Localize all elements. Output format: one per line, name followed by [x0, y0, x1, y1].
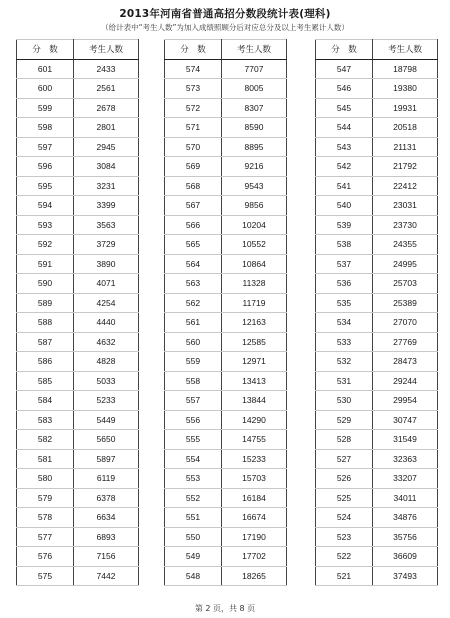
table-row	[316, 430, 438, 450]
score-cell: 536	[316, 274, 373, 294]
score-cell: 560	[165, 332, 222, 352]
count-cell: 2561	[74, 79, 139, 99]
table-row	[165, 274, 287, 294]
score-cell: 569	[165, 157, 222, 177]
table-row	[316, 98, 438, 118]
table-row	[17, 410, 139, 430]
score-cell: 588	[17, 313, 74, 333]
score-cell: 530	[316, 391, 373, 411]
table-row	[165, 79, 287, 99]
count-cell: 4632	[74, 332, 139, 352]
score-cell: 550	[165, 527, 222, 547]
score-cell: 597	[17, 137, 74, 157]
table-row	[17, 215, 139, 235]
count-cell: 22412	[373, 176, 438, 196]
table-row	[316, 79, 438, 99]
count-cell: 24995	[373, 254, 438, 274]
count-cell: 34876	[373, 508, 438, 528]
table-row	[17, 430, 139, 450]
table-row	[165, 469, 287, 489]
score-cell: 556	[165, 410, 222, 430]
table-row	[316, 391, 438, 411]
count-cell: 3399	[74, 196, 139, 216]
table-note: （给计表中“考生人数”为加入成绩照顾分后对应总分及以上考生累计人数）	[101, 23, 349, 32]
score-cell: 594	[17, 196, 74, 216]
count-cell: 3231	[74, 176, 139, 196]
count-cell: 9543	[222, 176, 287, 196]
score-cell: 584	[17, 391, 74, 411]
score-cell: 593	[17, 215, 74, 235]
score-cell: 599	[17, 98, 74, 118]
score-cell: 543	[316, 137, 373, 157]
score-cell: 553	[165, 469, 222, 489]
count-cell: 16184	[222, 488, 287, 508]
count-cell: 25703	[373, 274, 438, 294]
table-row	[17, 332, 139, 352]
count-cell: 8590	[222, 118, 287, 138]
table-row	[165, 430, 287, 450]
count-cell: 15703	[222, 469, 287, 489]
count-header: 考生人数	[373, 40, 438, 60]
count-cell: 29244	[373, 371, 438, 391]
table-row	[17, 59, 139, 79]
table-row	[316, 274, 438, 294]
table-row	[316, 566, 438, 586]
table-row	[316, 313, 438, 333]
count-cell: 4828	[74, 352, 139, 372]
score-cell: 568	[165, 176, 222, 196]
table-row	[165, 352, 287, 372]
table-row	[17, 449, 139, 469]
table-row	[316, 547, 438, 567]
score-cell: 587	[17, 332, 74, 352]
count-cell: 21131	[373, 137, 438, 157]
table-row	[17, 488, 139, 508]
count-cell: 30747	[373, 410, 438, 430]
score-cell: 540	[316, 196, 373, 216]
count-cell: 5897	[74, 449, 139, 469]
count-cell: 3563	[74, 215, 139, 235]
score-cell: 533	[316, 332, 373, 352]
table-row	[17, 391, 139, 411]
count-cell: 35756	[373, 527, 438, 547]
table-row	[165, 137, 287, 157]
count-cell: 5033	[74, 371, 139, 391]
table-row	[316, 59, 438, 79]
score-cell: 580	[17, 469, 74, 489]
score-cell: 565	[165, 235, 222, 255]
count-cell: 12585	[222, 332, 287, 352]
table-row	[165, 313, 287, 333]
table-row	[165, 332, 287, 352]
count-header: 考生人数	[222, 40, 287, 60]
table-row	[316, 137, 438, 157]
table-row	[165, 391, 287, 411]
count-cell: 7156	[74, 547, 139, 567]
table-row	[165, 449, 287, 469]
count-cell: 4071	[74, 274, 139, 294]
score-cell: 577	[17, 527, 74, 547]
count-cell: 6893	[74, 527, 139, 547]
count-header: 考生人数	[74, 40, 139, 60]
score-cell: 529	[316, 410, 373, 430]
score-cell: 575	[17, 566, 74, 586]
count-cell: 33207	[373, 469, 438, 489]
count-cell: 2433	[74, 59, 139, 79]
table-row	[17, 137, 139, 157]
count-cell: 4440	[74, 313, 139, 333]
score-cell: 573	[165, 79, 222, 99]
score-cell: 521	[316, 566, 373, 586]
score-cell: 532	[316, 352, 373, 372]
score-cell: 541	[316, 176, 373, 196]
count-cell: 29954	[373, 391, 438, 411]
table-row	[165, 508, 287, 528]
count-cell: 18798	[373, 59, 438, 79]
table-row	[316, 215, 438, 235]
score-cell: 586	[17, 352, 74, 372]
table-row	[316, 176, 438, 196]
table-row	[165, 176, 287, 196]
page-footer: 第 2 页，共 8 页	[194, 604, 256, 613]
count-cell: 2945	[74, 137, 139, 157]
table-row	[316, 235, 438, 255]
score-table-3	[315, 39, 438, 586]
score-header: 分 数	[17, 40, 74, 60]
score-cell: 585	[17, 371, 74, 391]
count-cell: 9856	[222, 196, 287, 216]
count-cell: 18265	[222, 566, 287, 586]
score-cell: 522	[316, 547, 373, 567]
table-row	[316, 157, 438, 177]
score-cell: 538	[316, 235, 373, 255]
score-cell: 548	[165, 566, 222, 586]
count-cell: 8307	[222, 98, 287, 118]
table-row	[17, 274, 139, 294]
score-cell: 581	[17, 449, 74, 469]
table-row	[17, 566, 139, 586]
count-cell: 5650	[74, 430, 139, 450]
table-row	[17, 371, 139, 391]
score-cell: 523	[316, 527, 373, 547]
score-cell: 558	[165, 371, 222, 391]
count-cell: 9216	[222, 157, 287, 177]
count-cell: 23730	[373, 215, 438, 235]
count-cell: 20518	[373, 118, 438, 138]
table-row	[165, 157, 287, 177]
count-cell: 10864	[222, 254, 287, 274]
table-row	[316, 118, 438, 138]
score-cell: 564	[165, 254, 222, 274]
table-row	[165, 254, 287, 274]
table-row	[316, 254, 438, 274]
table-row	[165, 527, 287, 547]
score-header: 分 数	[165, 40, 222, 60]
score-cell: 531	[316, 371, 373, 391]
score-table-1	[16, 39, 139, 586]
count-cell: 5233	[74, 391, 139, 411]
table-row	[17, 98, 139, 118]
count-cell: 3890	[74, 254, 139, 274]
table-row	[17, 547, 139, 567]
score-cell: 571	[165, 118, 222, 138]
table-row	[17, 118, 139, 138]
count-cell: 12163	[222, 313, 287, 333]
score-cell: 566	[165, 215, 222, 235]
score-cell: 547	[316, 59, 373, 79]
count-cell: 5449	[74, 410, 139, 430]
table-row	[316, 293, 438, 313]
count-cell: 11328	[222, 274, 287, 294]
count-cell: 3084	[74, 157, 139, 177]
table-row	[165, 98, 287, 118]
count-cell: 21792	[373, 157, 438, 177]
table-row	[316, 371, 438, 391]
table-row	[316, 196, 438, 216]
score-cell: 589	[17, 293, 74, 313]
score-cell: 578	[17, 508, 74, 528]
table-row	[17, 235, 139, 255]
score-cell: 595	[17, 176, 74, 196]
score-cell: 554	[165, 449, 222, 469]
score-cell: 545	[316, 98, 373, 118]
score-cell: 563	[165, 274, 222, 294]
table-row	[165, 488, 287, 508]
table-row	[165, 293, 287, 313]
score-cell: 546	[316, 79, 373, 99]
score-cell: 570	[165, 137, 222, 157]
table-row	[17, 196, 139, 216]
count-cell: 6378	[74, 488, 139, 508]
score-cell: 583	[17, 410, 74, 430]
count-cell: 13413	[222, 371, 287, 391]
page-title: 2013年河南省普通高招分数段统计表(理科)	[119, 8, 331, 20]
score-cell: 582	[17, 430, 74, 450]
count-cell: 14290	[222, 410, 287, 430]
table-row	[17, 508, 139, 528]
table-row	[17, 352, 139, 372]
count-cell: 3729	[74, 235, 139, 255]
score-cell: 524	[316, 508, 373, 528]
count-cell: 6119	[74, 469, 139, 489]
table-row	[165, 371, 287, 391]
score-cell: 552	[165, 488, 222, 508]
score-cell: 539	[316, 215, 373, 235]
count-cell: 31549	[373, 430, 438, 450]
count-cell: 7442	[74, 566, 139, 586]
score-cell: 591	[17, 254, 74, 274]
count-cell: 2801	[74, 118, 139, 138]
count-cell: 8005	[222, 79, 287, 99]
table-row	[17, 254, 139, 274]
count-cell: 12971	[222, 352, 287, 372]
count-cell: 6634	[74, 508, 139, 528]
score-cell: 551	[165, 508, 222, 528]
table-row	[17, 469, 139, 489]
table-row	[165, 547, 287, 567]
score-cell: 601	[17, 59, 74, 79]
count-cell: 14755	[222, 430, 287, 450]
table-row	[165, 196, 287, 216]
table-row	[17, 293, 139, 313]
table-row	[17, 527, 139, 547]
score-cell: 574	[165, 59, 222, 79]
count-cell: 34011	[373, 488, 438, 508]
count-cell: 24355	[373, 235, 438, 255]
table-row	[316, 449, 438, 469]
score-cell: 572	[165, 98, 222, 118]
score-cell: 537	[316, 254, 373, 274]
count-cell: 37493	[373, 566, 438, 586]
score-cell: 534	[316, 313, 373, 333]
count-cell: 17190	[222, 527, 287, 547]
score-cell: 561	[165, 313, 222, 333]
count-cell: 27769	[373, 332, 438, 352]
table-row	[165, 118, 287, 138]
table-row	[165, 235, 287, 255]
table-row	[316, 469, 438, 489]
table-row	[316, 488, 438, 508]
count-cell: 25389	[373, 293, 438, 313]
table-row	[165, 566, 287, 586]
count-cell: 19931	[373, 98, 438, 118]
score-cell: 559	[165, 352, 222, 372]
count-cell: 16674	[222, 508, 287, 528]
score-cell: 527	[316, 449, 373, 469]
count-cell: 27070	[373, 313, 438, 333]
table-row	[316, 527, 438, 547]
score-cell: 555	[165, 430, 222, 450]
count-cell: 10552	[222, 235, 287, 255]
score-cell: 600	[17, 79, 74, 99]
table-row	[165, 59, 287, 79]
count-cell: 36609	[373, 547, 438, 567]
score-cell: 542	[316, 157, 373, 177]
score-table-2	[164, 39, 287, 586]
score-cell: 528	[316, 430, 373, 450]
count-cell: 8895	[222, 137, 287, 157]
score-cell: 525	[316, 488, 373, 508]
count-cell: 17702	[222, 547, 287, 567]
table-row	[316, 332, 438, 352]
count-cell: 13844	[222, 391, 287, 411]
count-cell: 15233	[222, 449, 287, 469]
table-row	[17, 313, 139, 333]
table-row	[316, 410, 438, 430]
table-row	[165, 215, 287, 235]
score-cell: 596	[17, 157, 74, 177]
score-cell: 562	[165, 293, 222, 313]
score-cell: 592	[17, 235, 74, 255]
score-header: 分 数	[316, 40, 373, 60]
table-row	[17, 176, 139, 196]
score-cell: 526	[316, 469, 373, 489]
score-cell: 579	[17, 488, 74, 508]
score-cell: 598	[17, 118, 74, 138]
score-cell: 544	[316, 118, 373, 138]
score-cell: 557	[165, 391, 222, 411]
score-cell: 567	[165, 196, 222, 216]
table-row	[17, 79, 139, 99]
score-cell: 535	[316, 293, 373, 313]
table-row	[17, 157, 139, 177]
table-row	[316, 508, 438, 528]
count-cell: 11719	[222, 293, 287, 313]
count-cell: 10204	[222, 215, 287, 235]
table-row	[316, 352, 438, 372]
score-cell: 576	[17, 547, 74, 567]
score-cell: 549	[165, 547, 222, 567]
count-cell: 32363	[373, 449, 438, 469]
count-cell: 28473	[373, 352, 438, 372]
count-cell: 23031	[373, 196, 438, 216]
count-cell: 7707	[222, 59, 287, 79]
count-cell: 4254	[74, 293, 139, 313]
table-row	[165, 410, 287, 430]
count-cell: 19380	[373, 79, 438, 99]
score-cell: 590	[17, 274, 74, 294]
count-cell: 2678	[74, 98, 139, 118]
